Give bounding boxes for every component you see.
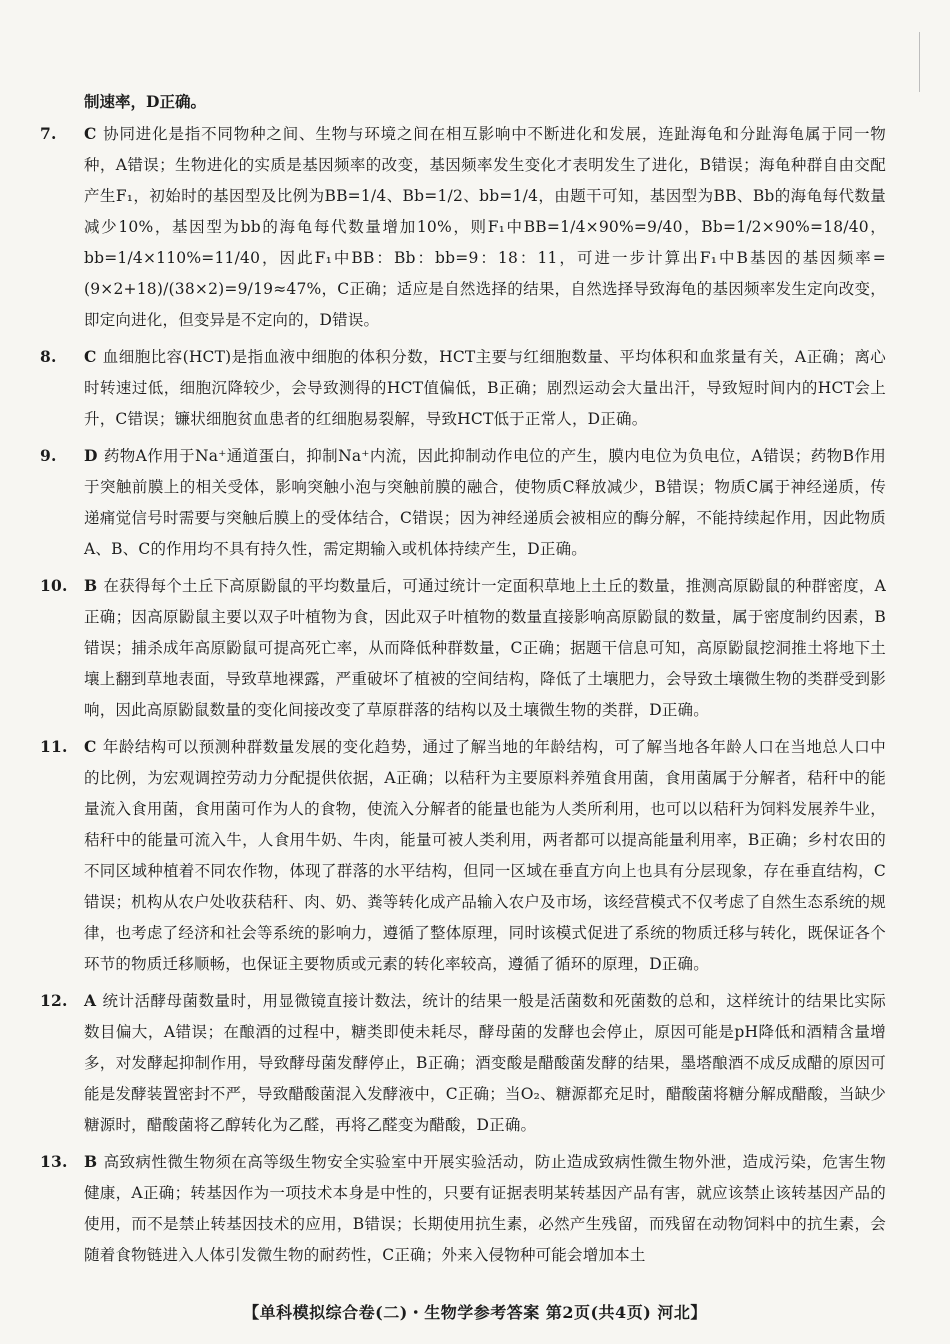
item-explanation: 高致病性微生物须在高等级生物安全实验室中开展实验活动，防止造成致病性微生物外泄，造成污染，危害生物健康，A正确；转基因作为一项技术本身是中性的，只要有证据表明某转基因产品有害，就应该禁止该转基因产品的使用，而不是禁止转基因技术的应用，B错误；长期使用抗生素，必然产生残留，而残留在动物饲料中的抗生素，会随着食物链进入人体引发微生物的耐药性，C正确；外来入侵物种可能会增加本土: [84, 1153, 886, 1264]
answer-item-7: [40, 118, 886, 336]
answer-item-10: [40, 570, 886, 726]
answer-item-12: [40, 985, 886, 1141]
item-explanation: 协同进化是指不同物种之间、生物与环境之间在相互影响中不断进化和发展，连趾海龟和分趾海龟属于同一物种，A错误；生物进化的实质是基因频率的改变，基因频率发生变化才表明发生了进化，B错误；海龟种群自由交配产生F₁，初始时的基因型及比例为BB=1/4、Bb=1/2、bb=1/4，由题干可知，基因型为BB、Bb的海龟每代数量减少10%，基因型为bb的海龟每代数量增加10%，则F₁中BB=1/4×90%=9/40，Bb=1/2×90%=18/40，bb=1/4×110%=11/40，因此F₁中BB：Bb：bb=9：18：11，可进一步计算出F₁中B基因的基因频率=(9×2+18)/(38×2)=9/19≈47%，C正确；适应是自然选择的结果，自然选择导致海龟的基因频率发生定向改变，即定向进化，但变异是不定向的，D错误。: [84, 125, 886, 329]
item-answer: C: [84, 737, 97, 756]
answer-item-13: [40, 1146, 886, 1271]
item-number: 13.: [40, 1152, 68, 1171]
item-explanation: 统计活酵母菌数量时，用显微镜直接计数法，统计的结果一般是活菌数和死菌数的总和，这样统计的结果比实际数目偏大，A错误；在酿酒的过程中，糖类即使未耗尽，酵母菌的发酵也会停止，原因可能是pH降低和酒精含量增多，对发酵起抑制作用，导致酵母菌发酵停止，B正确；酒变酸是醋酸菌发酵的结果，墨塔酿酒不成反成醋的原因可能是发酵装置密封不严，导致醋酸菌混入发酵液中，C正确；当O₂、糖源都充足时，醋酸菌将糖分解成醋酸，当缺少糖源时，醋酸菌将乙醇转化为乙醛，再将乙醛变为醋酸，D正确。: [84, 992, 886, 1134]
item-number: 8.: [40, 347, 57, 366]
page-footer: 【单科模拟综合卷(二)・生物学参考答案 第2页(共4页) 河北】: [243, 1303, 707, 1322]
item-number: 7.: [40, 124, 57, 143]
answer-item-9: [40, 440, 886, 565]
item-number: 9.: [40, 446, 57, 465]
item-answer: B: [84, 576, 98, 595]
answer-item-11: [40, 731, 886, 980]
item-explanation: 血细胞比容(HCT)是指血液中细胞的体积分数，HCT主要与红细胞数量、平均体积和血浆量有关，A正确；离心时转速过低，细胞沉降较少，会导致测得的HCT值偏低，B正确；剧烈运动会大量出汗，导致短时间内的HCT会上升，C错误；镰状细胞贫血患者的红细胞易裂解，导致HCT低于正常人，D正确。: [84, 348, 886, 428]
scan-edge-line: [919, 32, 920, 92]
answer-list: [40, 118, 886, 1276]
item-number: 11.: [40, 737, 68, 756]
item-number: 10.: [40, 576, 68, 595]
item-answer: C: [84, 347, 97, 366]
item-explanation: 在获得每个土丘下高原鼢鼠的平均数量后，可通过统计一定面积草地上土丘的数量，推测高原鼢鼠的种群密度，A正确；因高原鼢鼠主要以双子叶植物为食，因此双子叶植物的数量直接影响高原鼢鼠的数量，属于密度制约因素，B错误；捕杀成年高原鼢鼠可提高死亡率，从而降低种群数量，C正确；据题干信息可知，高原鼢鼠挖洞推土将地下土壤上翻到草地表面，导致草地裸露，严重破坏了植被的空间结构，降低了土壤肥力，会导致土壤微生物的类群受到影响，因此高原鼢鼠数量的变化间接改变了草原群落的结构以及土壤微生物的类群，D正确。: [84, 577, 886, 719]
item-explanation: 年龄结构可以预测种群数量发展的变化趋势，通过了解当地的年龄结构，可了解当地各年龄人口在当地总人口中的比例，为宏观调控劳动力分配提供依据，A正确；以秸秆为主要原料养殖食用菌，食用菌属于分解者，秸秆中的能量流入食用菌，食用菌可作为人的食物，使流入分解者的能量也能为人类所利用，也可以以秸秆为饲料发展养牛业，秸秆中的能量可流入牛，人食用牛奶、牛肉，能量可被人类利用，两者都可以提高能量利用率，B正确；乡村农田的不同区域种植着不同农作物，体现了群落的水平结构，但同一区域在垂直方向上也具有分层现象，存在垂直结构，C错误；机构从农户处收获秸秆、肉、奶、粪等转化成产品输入农户及市场，该经营模式不仅考虑了自然生态系统的规律，也考虑了经济和社会等系统的影响力，遵循了整体原理，同时该模式促进了系统的物质迁移与转化，既保证各个环节的物质迁移顺畅，也保证主要物质或元素的转化率较高，遵循了循环的原理，D正确。: [84, 738, 886, 973]
item-explanation: 药物A作用于Na⁺通道蛋白，抑制Na⁺内流，因此抑制动作电位的产生，膜内电位为负电位，A错误；药物B作用于突触前膜上的相关受体，影响突触小泡与突触前膜的融合，使物质C释放减少，B错误；物质C属于神经递质，传递痛觉信号时需要与突触后膜上的受体结合，C错误；因为神经递质会被相应的酶分解，不能持续起作用，因此物质A、B、C的作用均不具有持久性，需定期输入或机体持续产生，D正确。: [84, 447, 886, 558]
item-number: 12.: [40, 991, 68, 1010]
item-answer: C: [84, 124, 97, 143]
item-answer: A: [84, 991, 97, 1010]
continued-text: 制速率，D正确。: [84, 92, 206, 111]
answer-item-8: [40, 341, 886, 435]
item-answer: B: [84, 1152, 98, 1171]
item-answer: D: [84, 446, 98, 465]
